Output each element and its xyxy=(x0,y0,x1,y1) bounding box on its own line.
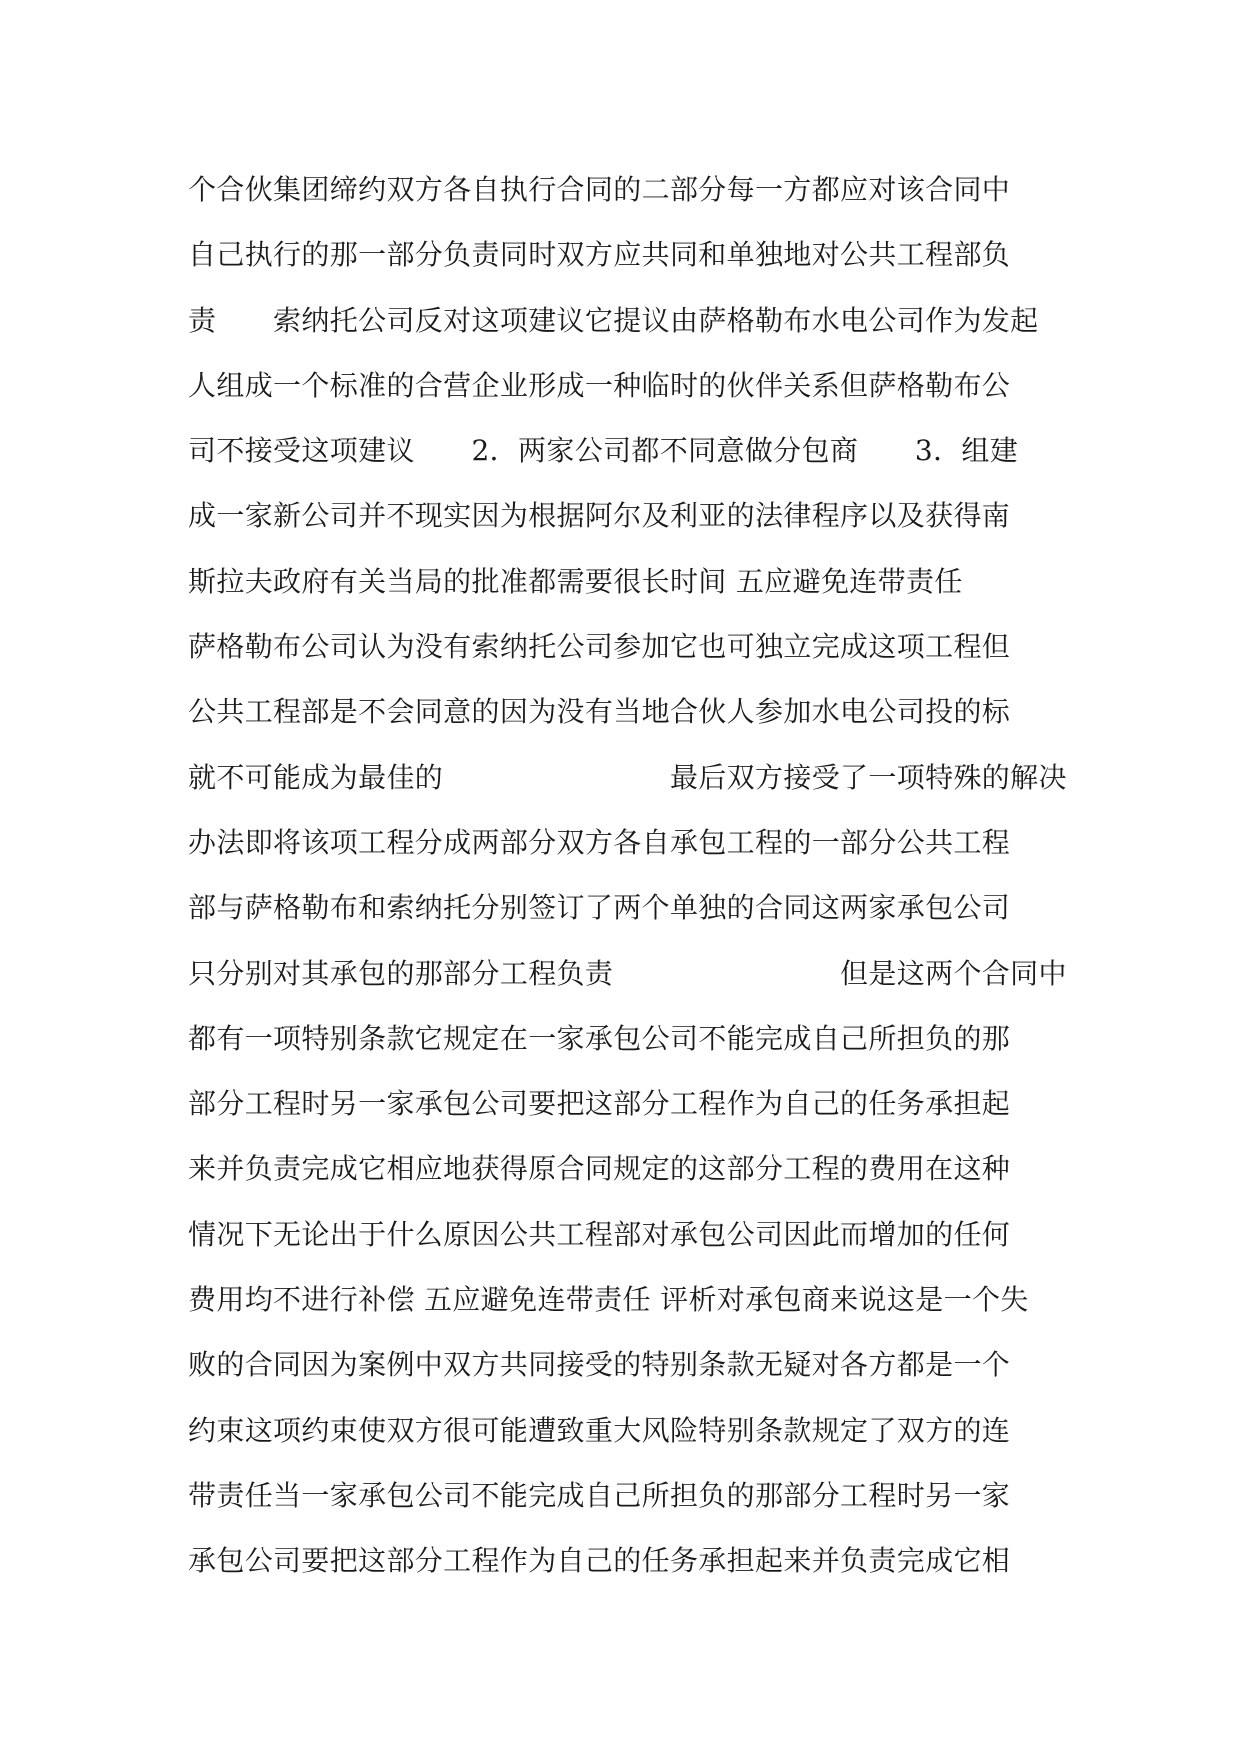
text-line: 斯拉夫政府有关当局的批准都需要很长时间 五应避免连带责任 xyxy=(188,564,963,598)
text-line: 办法即将该项工程分成两部分双方各自承包工程的一部分公共工程 xyxy=(188,825,1011,859)
text-line: 自己执行的那一部分负责同时双方应共同和单独地对公共工程部负 xyxy=(188,238,1011,272)
text-line: 来并负责完成它相应地获得原合同规定的这部分工程的费用在这种 xyxy=(188,1152,1011,1186)
text-line: 萨格勒布公司认为没有索纳托公司参加它也可独立完成这项工程但 xyxy=(188,630,1011,664)
text-line: 部与萨格勒布和索纳托分别签订了两个单独的合同这两家承包公司 xyxy=(188,891,1011,925)
text-line: 情况下无论出于什么原因公共工程部对承包公司因此而增加的任何 xyxy=(188,1217,1011,1251)
text-line: 就不可能成为最佳的 最后双方接受了一项特殊的解决 xyxy=(188,760,1067,794)
text-line: 司不接受这项建议 2．两家公司都不同意做分包商 3．组建 xyxy=(188,434,1019,468)
text-line: 带责任当一家承包公司不能完成自己所担负的那部分工程时另一家 xyxy=(188,1478,1011,1512)
text-line: 部分工程时另一家承包公司要把这部分工程作为自己的任务承担起 xyxy=(188,1087,1011,1121)
text-line: 公共工程部是不会同意的因为没有当地合伙人参加水电公司投的标 xyxy=(188,695,1011,729)
text-line: 费用均不进行补偿 五应避免连带责任 评析对承包商来说这是一个失 xyxy=(188,1283,1029,1317)
text-line: 人组成一个标准的合营企业形成一种临时的伙伴关系但萨格勒布公 xyxy=(188,368,1011,402)
text-line: 败的合同因为案例中双方共同接受的特别条款无疑对各方都是一个 xyxy=(188,1348,1011,1382)
text-line: 个合伙集团缔约双方各自执行合同的二部分每一方都应对该合同中 xyxy=(188,173,1011,206)
text-line: 责 索纳托公司反对这项建议它提议由萨格勒布水电公司作为发起 xyxy=(188,303,1039,337)
text-line: 只分别对其承包的那部分工程负责 但是这两个合同中 xyxy=(188,956,1067,990)
body-text xyxy=(188,157,1068,1594)
text-line: 成一家新公司并不现实因为根据阿尔及利亚的法律程序以及获得南 xyxy=(188,499,1011,533)
text-line: 承包公司要把这部分工程作为自己的任务承担起来并负责完成它相 xyxy=(188,1544,1011,1578)
text-line: 都有一项特别条款它规定在一家承包公司不能完成自己所担负的那 xyxy=(188,1021,1011,1055)
text-line: 约束这项约束使双方很可能遭致重大风险特别条款规定了双方的连 xyxy=(188,1413,1011,1447)
